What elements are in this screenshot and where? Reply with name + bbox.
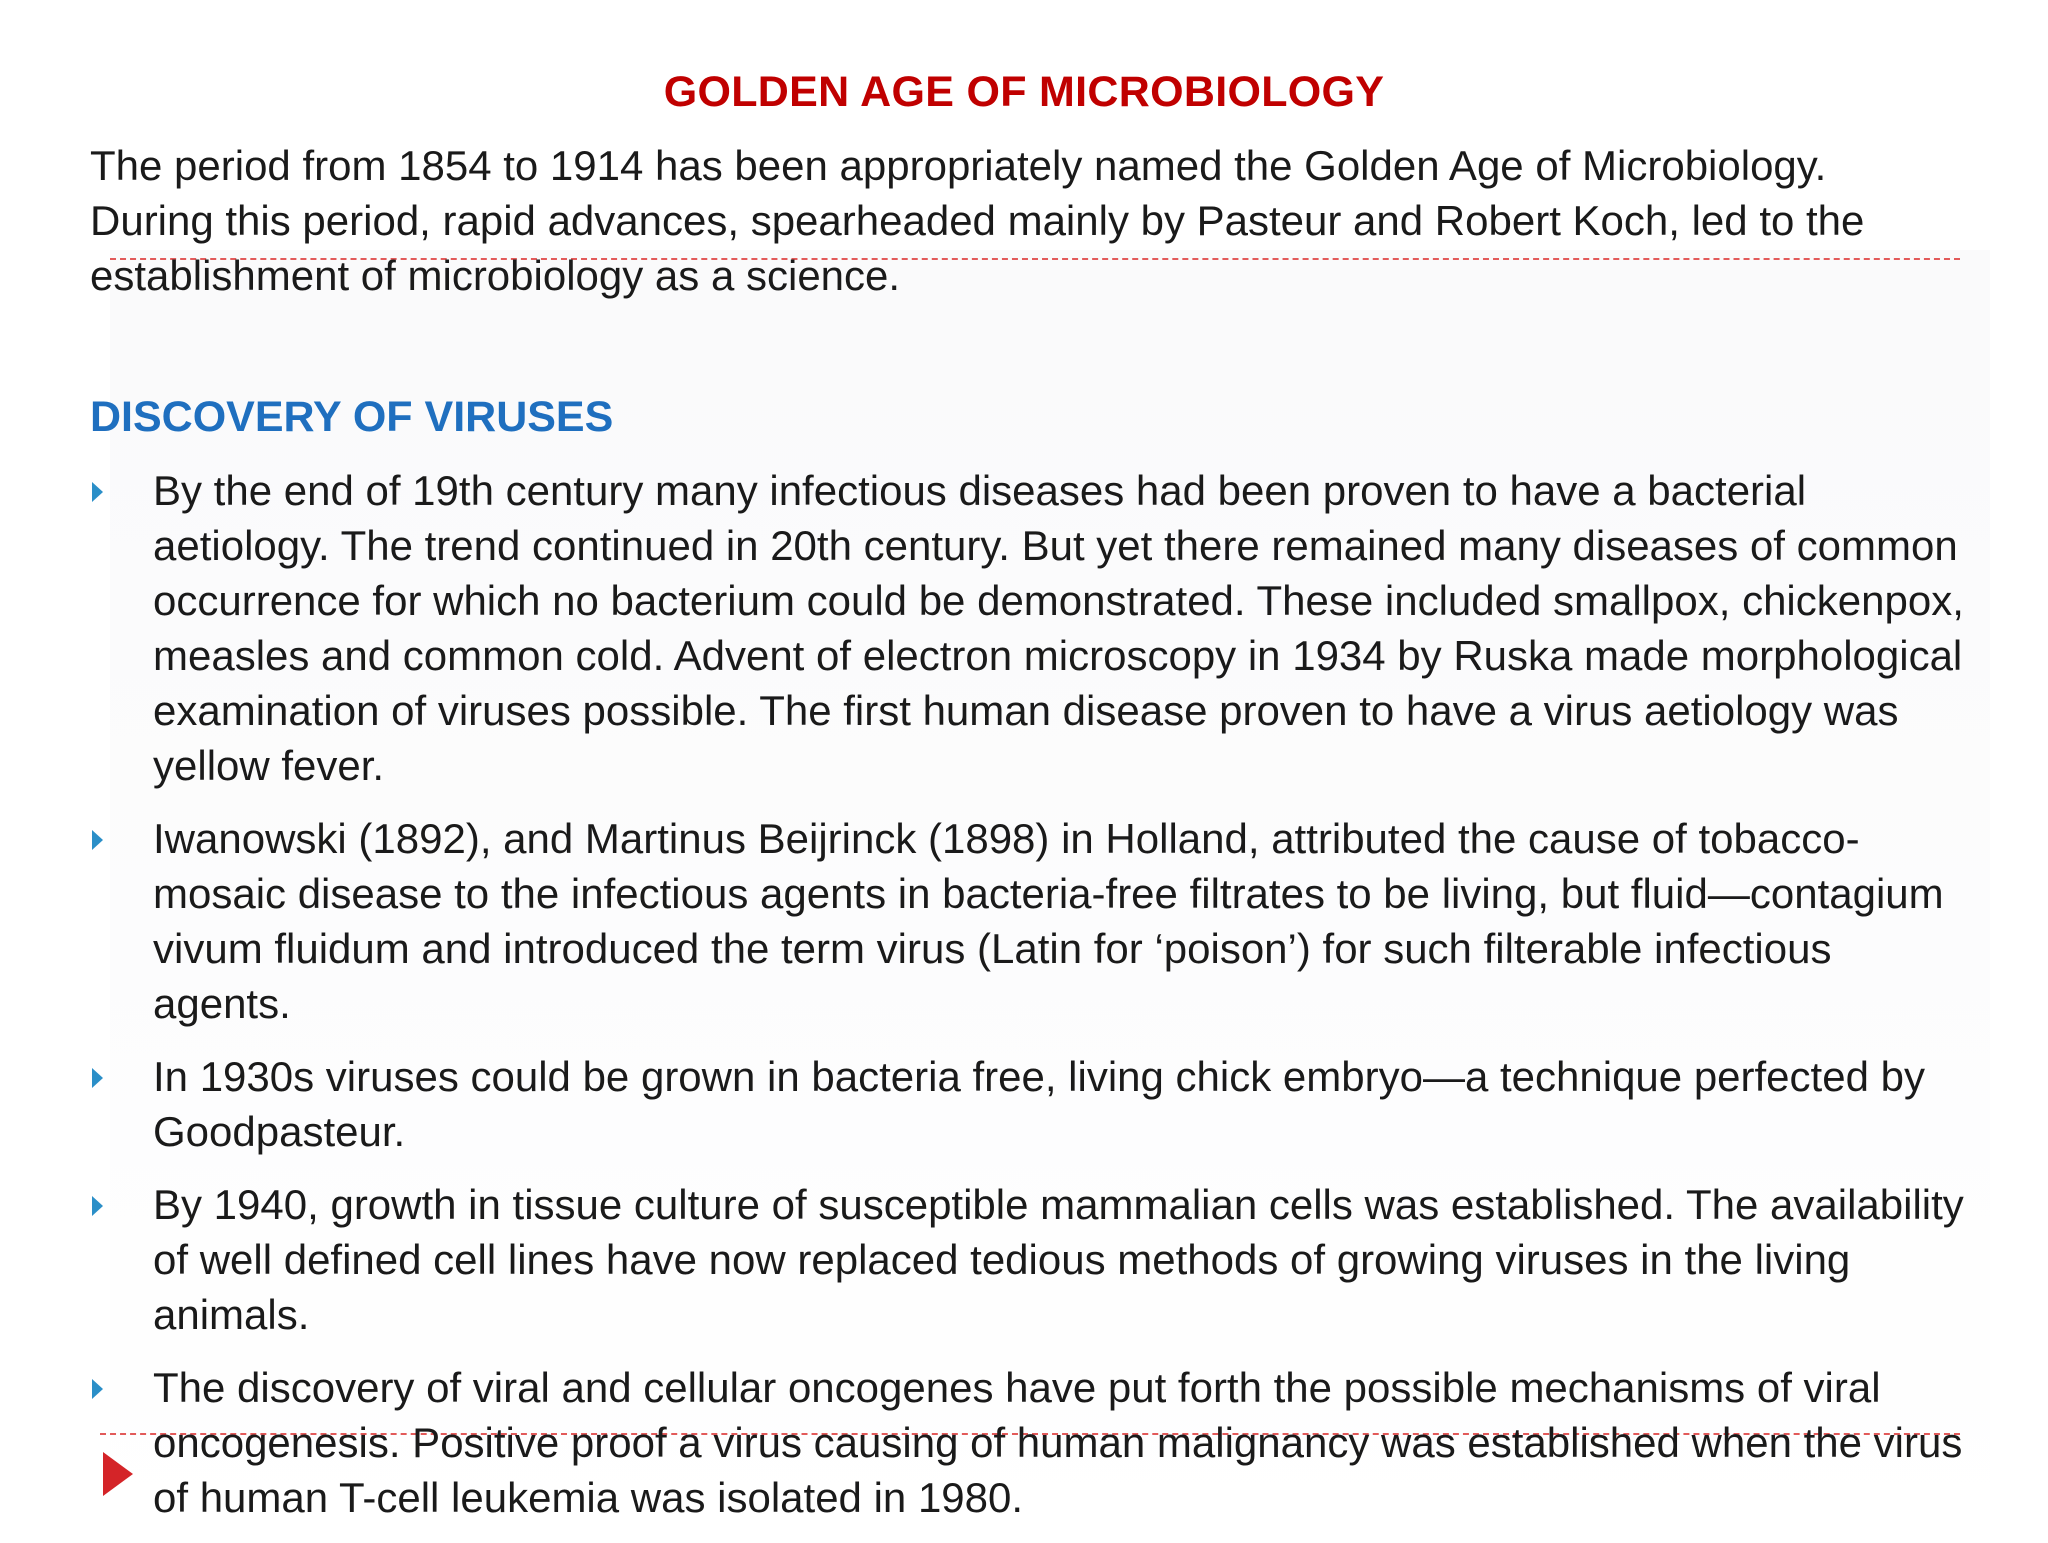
triangle-right-icon — [92, 1379, 103, 1399]
list-item — [90, 1049, 1980, 1159]
triangle-right-icon — [92, 1196, 103, 1216]
bullet-text: By the end of 19th century many infectious diseases had been proven to have a bacterial aetiology. The trend continued in 20th century. But yet there remained many diseases of common occurrence for which no bacterium could be demonstrated. These included smallpox, chickenpox, measles and common cold. Advent of electron microscopy in 1934 by Ruska made morphological examination of viruses possible. The first human disease proven to have a virus aetiology was yellow fever. — [153, 467, 1964, 789]
bullet-text: The discovery of viral and cellular oncogenes have put forth the possible mechanisms of viral oncogenesis. Positive proof a virus causing of human malignancy was established when the virus of human T-cell leukemia was isolated in 1980. — [153, 1364, 1963, 1521]
slide-title: GOLDEN AGE OF MICROBIOLOGY — [663, 68, 1385, 116]
list-item — [90, 1360, 1980, 1525]
list-item — [90, 463, 1980, 793]
red-arrow-icon[interactable] — [103, 1452, 133, 1496]
triangle-right-icon — [92, 1068, 103, 1088]
bullet-text: By 1940, growth in tissue culture of susceptible mammalian cells was established. The availability of well defined cell lines have now replaced tedious methods of growing viruses in the living animals. — [153, 1181, 1964, 1338]
list-item — [90, 811, 1980, 1031]
bullet-text: Iwanowski (1892), and Martinus Beijrinck (1898) in Holland, attributed the cause of tobacco- mosaic disease to the infectious agents in bacteria-free filtrates to be living, but fluid—contagium vivum fluidum and introduced the term virus (Latin for ‘poison’) for such filterable infectious agents. — [153, 815, 1944, 1027]
triangle-right-icon — [92, 830, 103, 850]
intro-paragraph: The period from 1854 to 1914 has been appropriately named the Golden Age of Microbiology. During this period, rapid advances, spearheaded mainly by Pasteur and Robert Koch, led to the establishment of microbiology as a science. — [90, 142, 1865, 299]
list-item — [90, 1177, 1980, 1342]
bullet-list — [90, 463, 1980, 1543]
triangle-right-icon — [92, 482, 103, 502]
section-heading: DISCOVERY OF VIRUSES — [90, 393, 614, 441]
bullet-text: In 1930s viruses could be grown in bacteria free, living chick embryo—a technique perfected by Goodpasteur. — [153, 1053, 1925, 1155]
